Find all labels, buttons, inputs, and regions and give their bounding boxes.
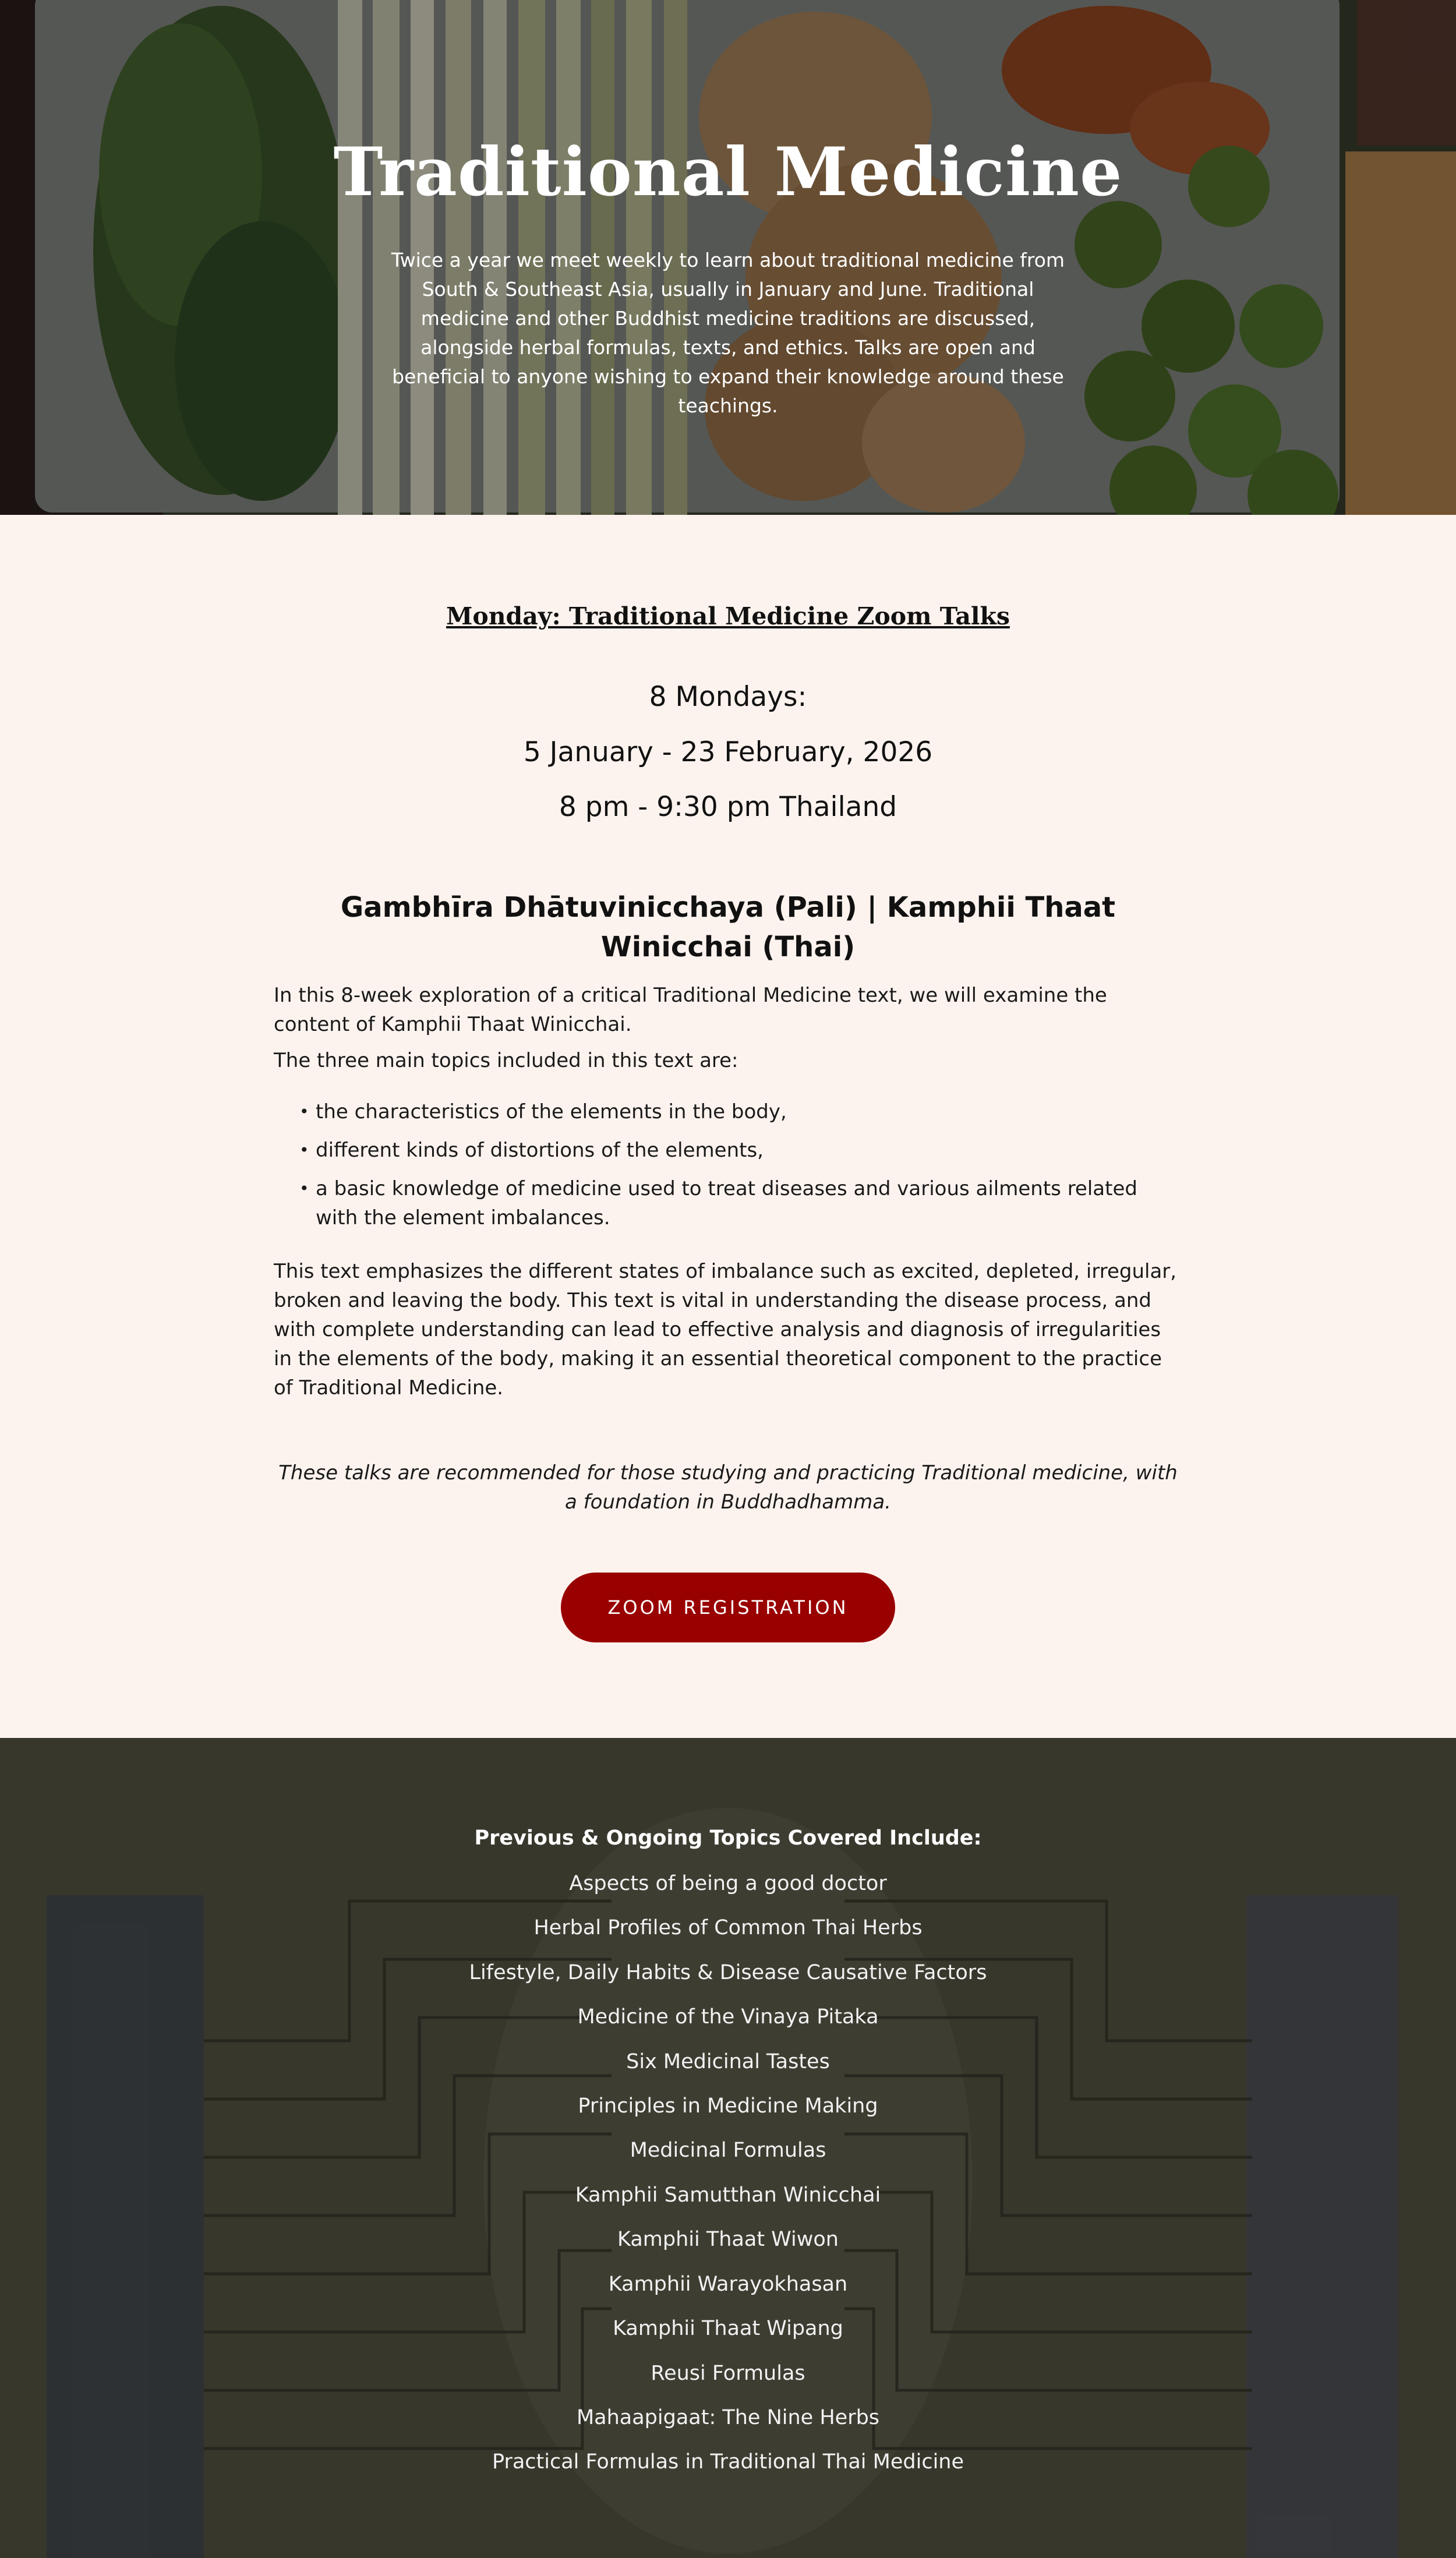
zoom-registration-button[interactable]: ZOOM REGISTRATION <box>561 1573 895 1642</box>
recommendation-note: These talks are recommended for those studying and practicing Traditional medicine, with a foundation in Buddhadhamma. <box>278 1461 1178 1514</box>
hero-title: Traditional Medicine <box>333 133 1123 211</box>
topic-item: Six Medicinal Tastes <box>626 2050 830 2073</box>
topic-item: Practical Formulas in Traditional Thai Medicine <box>492 2450 964 2474</box>
topic-item: Mahaapigaat: The Nine Herbs <box>576 2406 880 2429</box>
list-item-text: the characteristics of the elements in the body, <box>316 1100 787 1123</box>
topic-item: Lifestyle, Daily Habits & Disease Causative Factors <box>469 1961 987 1984</box>
topic-item: Medicine of the Vinaya Pitaka <box>577 2005 879 2029</box>
topics-intro-paragraph: The three main topics included in this text are: <box>274 1049 738 1072</box>
schedule-time: 8 pm - 9:30 pm Thailand <box>559 791 897 823</box>
list-item-text: different kinds of distortions of the elements, <box>316 1139 764 1162</box>
topic-item: Aspects of being a good doctor <box>569 1872 887 1895</box>
topic-item: Kamphii Warayokhasan <box>608 2273 848 2296</box>
list-item <box>274 1136 1182 1165</box>
topic-item: Herbal Profiles of Common Thai Herbs <box>533 1916 923 1939</box>
topic-item: Principles in Medicine Making <box>578 2094 878 2118</box>
list-item <box>274 1097 1182 1126</box>
topic-item: Reusi Formulas <box>651 2362 805 2385</box>
topic-item: Kamphii Thaat Wipang <box>613 2317 843 2340</box>
topic-item: Medicinal Formulas <box>630 2139 826 2162</box>
bullet-icon: • <box>299 1102 309 1121</box>
bullet-icon: • <box>299 1140 309 1160</box>
schedule-weeks: 8 Mondays: <box>649 681 807 713</box>
bullet-icon: • <box>299 1179 309 1198</box>
hero-section <box>0 0 1456 515</box>
topic-item: Kamphii Thaat Wiwon <box>617 2228 839 2251</box>
talks-title: Monday: Traditional Medicine Zoom Talks <box>446 602 1010 630</box>
list-item <box>274 1174 1182 1232</box>
text-title: Gambhīra Dhātuvinicchaya (Pali) | Kamphii Thaat Winicchai (Thai) <box>340 891 1116 963</box>
schedule-dates: 5 January - 23 February, 2026 <box>523 736 933 768</box>
list-item-text: a basic knowledge of medicine used to treat diseases and various ailments related with the element imbalances. <box>316 1177 1137 1229</box>
topic-item: Kamphii Samutthan Winicchai <box>575 2184 881 2207</box>
topics-section <box>0 1738 1456 2558</box>
hero-description: Twice a year we meet weekly to learn about traditional medicine from South & Southeast Asia, usually in January and June. Traditional medicine and other Buddhist medicine traditions are discussed, alongside herbal formulas, texts, and ethics. Talks are open and beneficial to anyone wishing to expand their knowledge around these teachings. <box>391 249 1065 417</box>
talks-section <box>0 515 1456 1738</box>
intro-paragraph: In this 8-week exploration of a critical Traditional Medicine text, we will examine the content of Kamphii Thaat Winicchai. <box>274 984 1107 1036</box>
topics-heading: Previous & Ongoing Topics Covered Include: <box>474 1826 982 1850</box>
topics-list <box>274 1097 1182 1242</box>
emphasis-paragraph: This text emphasizes the different states of imbalance such as excited, depleted, irregular, broken and leaving the body. This text is vital in understanding the disease process, and with complete understanding can lead to effective analysis and diagnosis of irregularities in the elements of the body, making it an essential theoretical component to the practice of Traditional Medicine. <box>274 1260 1177 1400</box>
